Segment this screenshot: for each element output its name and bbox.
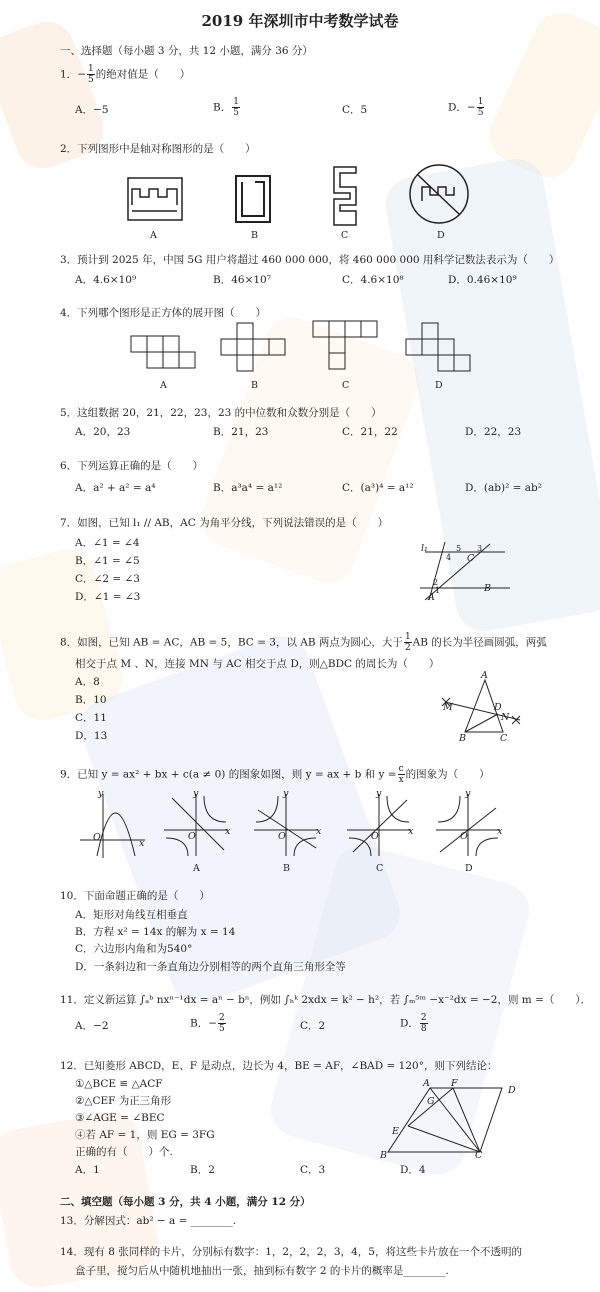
figure-label: A — [193, 863, 200, 874]
option-b: B．46×10⁷ — [213, 274, 271, 286]
axis-label: O — [371, 831, 379, 842]
axis-label: x — [225, 826, 231, 837]
fraction — [218, 1013, 226, 1034]
fraction-denominator: 5 — [477, 108, 484, 118]
fraction-denominator: 2 — [404, 643, 411, 653]
figure-label: B — [459, 733, 466, 744]
option-label: A． — [75, 104, 94, 116]
fraction-numerator: 1 — [477, 97, 484, 107]
question-8 — [60, 632, 547, 653]
option-c: C．21，22 — [342, 426, 398, 438]
q2-figure-c — [330, 165, 360, 227]
option-b: B．21，23 — [213, 426, 269, 438]
figure-label: E — [392, 1126, 399, 1137]
figure-label: D — [465, 863, 473, 874]
figure-label: N — [501, 712, 510, 723]
option-label: B． — [213, 101, 232, 114]
option-c: C．3 — [300, 1164, 326, 1176]
option-a: A．1 — [75, 1164, 100, 1176]
figure-label: 5 — [456, 544, 462, 553]
option-d: D．4 — [400, 1164, 426, 1176]
statement-2: ②△CEF 为正三角形 — [75, 1095, 172, 1107]
option-b: B．10 — [75, 694, 107, 706]
axis-label: x — [497, 826, 503, 837]
axis-label: O — [188, 831, 196, 842]
option-label: B．− — [190, 1017, 218, 1030]
option-d — [400, 1013, 429, 1034]
question-6: 6．下列运算正确的是（ ） — [60, 460, 204, 472]
q9-graph-c — [343, 790, 415, 858]
figure-label: B — [283, 863, 290, 874]
option-b: B．方程 x² = 14x 的解为 x = 14 — [75, 926, 236, 938]
q9-graph-a — [160, 790, 232, 858]
figure-label: C — [500, 733, 508, 744]
axis-label: y — [376, 788, 382, 799]
option-b: B．2 — [190, 1164, 215, 1176]
q2-figure-b — [233, 173, 273, 225]
q9-parabola-graph — [75, 790, 150, 860]
question-2: 2．下列图形中是轴对称图形的是（ ） — [60, 143, 256, 155]
axis-label: O — [278, 831, 286, 842]
figure-label: A — [150, 230, 157, 241]
option-c: C．∠2 = ∠3 — [75, 573, 140, 585]
question-stem: 的图象为（ ） — [405, 768, 490, 781]
fraction-denominator: x — [398, 775, 404, 785]
fraction-numerator: 2 — [219, 1013, 225, 1023]
figure-label: C — [376, 863, 384, 874]
question-stem: 8．如图，已知 AB = AC，AB = 5，BC = 3，以 AB 两点为圆心，大于 — [60, 636, 403, 649]
figure-label: A — [423, 1078, 430, 1089]
q9-graph-d — [432, 790, 504, 858]
question-stem: 9．已知 y = ax² + bx + c(a ≠ 0) 的图象如图，则 y = ax + b 和 y = — [60, 768, 397, 781]
fraction — [477, 97, 485, 118]
fraction-numerator: 1 — [88, 64, 94, 74]
option-c: C．11 — [75, 712, 107, 724]
fraction — [232, 97, 240, 118]
q9-graph-b — [250, 790, 322, 858]
q2-figure-a — [125, 175, 185, 225]
option-d — [448, 97, 485, 118]
question-11: 11．定义新运算 ∫ₐᵇ nxⁿ⁻¹dx = aⁿ − bⁿ，例如 ∫ₕᵏ 2xdx = k² − h²，若 ∫ₘ⁵ᵐ −x⁻²dx = −2，则 m =（ ）． — [60, 994, 592, 1006]
figure-label: B — [251, 230, 258, 241]
question-4: 4．下列哪个图形是正方体的展开图（ ） — [60, 307, 267, 319]
option-a: A．8 — [75, 676, 100, 688]
option-a: A．20，23 — [75, 426, 131, 438]
option-value: 5 — [360, 104, 368, 116]
figure-label: C — [467, 553, 475, 564]
fraction-numerator: 1 — [404, 632, 411, 642]
q4-net-c — [312, 320, 382, 375]
figure-label: A — [160, 380, 167, 391]
option-a: A．矩形对角线互相垂直 — [75, 909, 188, 921]
figure-label: D — [437, 230, 445, 241]
option-c: C．六边形内角和为540° — [75, 943, 193, 955]
fraction — [420, 1013, 428, 1034]
axis-label: O — [93, 832, 101, 843]
question-7: 7．如图，已知 l₁ // AB，AC 为角平分线，下列说法错误的是（ ） — [60, 517, 389, 529]
option-d: D．0.46×10⁹ — [448, 274, 517, 286]
option-c: C．(a³)⁴ = a¹² — [342, 482, 414, 494]
question-stem: 的绝对值是（ ） — [95, 68, 191, 81]
question-9 — [60, 764, 490, 785]
figure-label: C — [341, 230, 349, 241]
figure-label: M — [443, 702, 453, 713]
minus-sign: − — [77, 68, 86, 81]
option-d: D．(ab)² = ab² — [465, 482, 542, 494]
question-14-line2: 盒子里，搅匀后从中随机地抽出一张，抽到标有数字 2 的卡片的概率是________. — [75, 1265, 449, 1277]
option-b: B．∠1 = ∠5 — [75, 555, 140, 567]
q12-figure — [380, 1080, 520, 1160]
question-1 — [60, 64, 190, 85]
option-d: D．13 — [75, 730, 108, 742]
option-a: A．4.6×10⁹ — [75, 274, 137, 286]
statement-3: ③∠AGE = ∠BEC — [75, 1112, 165, 1124]
figure-label: G — [427, 1096, 435, 1107]
option-d: D．∠1 = ∠3 — [75, 591, 141, 603]
fraction-numerator: 1 — [233, 97, 239, 107]
option-a: A．∠1 = ∠4 — [75, 537, 140, 549]
question-number: 1． — [60, 68, 78, 81]
question-10: 10．下面命题正确的是（ ） — [60, 890, 210, 902]
figure-label: A — [428, 592, 435, 603]
option-b: B．a³a⁴ = a¹² — [213, 482, 283, 494]
fraction — [398, 764, 405, 785]
axis-label: y — [193, 788, 199, 799]
fraction-numerator: 2 — [420, 1013, 427, 1023]
q4-net-a — [130, 335, 210, 375]
minus-sign: − — [466, 101, 476, 114]
axis-label: x — [316, 826, 322, 837]
q2-figure-d — [408, 163, 470, 225]
axis-label: x — [139, 838, 145, 849]
fraction-denominator: 5 — [88, 75, 94, 85]
question-stem: AB 的长为半径画圆弧，两弧 — [412, 636, 547, 649]
option-a: A．a² + a² = a⁴ — [75, 482, 156, 494]
axis-label: y — [465, 788, 471, 799]
q4-net-d — [405, 322, 475, 376]
option-d: D．一条斜边和一条直角边分别相等的两个直角三角形全等 — [75, 961, 346, 973]
option-b — [190, 1013, 227, 1034]
question-12: 12．已知菱形 ABCD，E、F 是动点，边长为 4，BE = AF，∠BAD = 120°，则下列结论： — [60, 1060, 498, 1072]
fraction — [404, 632, 412, 653]
question-3: 3．预计到 2025 年，中国 5G 用户将超过 460 000 000，将 460 000 000 用科学记数法表示为（ ） — [60, 254, 560, 266]
option-a — [75, 103, 109, 118]
axis-label: x — [408, 826, 414, 837]
figure-label: 1 — [435, 586, 441, 595]
fraction — [87, 64, 95, 85]
section-heading: 一、选择题（每小题 3 分，共 12 小题，满分 36 分） — [60, 45, 313, 57]
fraction-denominator: 8 — [420, 1024, 427, 1034]
statement-4: ④若 AF = 1，则 EG = 3FG — [75, 1129, 215, 1141]
figure-label: C — [342, 380, 350, 391]
fraction-numerator: c — [398, 764, 404, 774]
option-label: D． — [400, 1017, 419, 1030]
q4-net-b — [220, 322, 290, 376]
statement-1: ①△BCE ≌ △ACF — [75, 1078, 163, 1090]
figure-label: D — [435, 380, 443, 391]
axis-label: O — [460, 831, 468, 842]
axis-label: y — [98, 788, 104, 799]
figure-label: C — [475, 1150, 483, 1161]
option-b — [213, 97, 241, 118]
figure-label: 2 — [433, 578, 439, 587]
fraction-denominator: 5 — [219, 1024, 225, 1034]
option-d: D．22，23 — [465, 426, 522, 438]
figure-label: A — [481, 670, 488, 681]
figure-label: 4 — [446, 553, 452, 562]
section-heading: 二、填空题（每小题 3 分，共 4 小题，满分 12 分） — [60, 1196, 311, 1208]
question-13: 13．分解因式：ab² − a = ________. — [60, 1215, 237, 1227]
figure-label: 3 — [477, 544, 483, 553]
figure-label: B — [251, 380, 258, 391]
option-c — [342, 103, 367, 118]
question-8-line2: 相交于点 M 、N，连接 MN 与 AC 相交于点 D，则△BDC 的周长为（ ） — [75, 658, 440, 670]
question-12-tail: 正确的有（ ）个. — [75, 1146, 173, 1158]
option-label: D． — [448, 101, 467, 114]
figure-label: D — [508, 1085, 516, 1096]
option-c: C．4.6×10⁸ — [342, 274, 404, 286]
fraction-denominator: 5 — [233, 108, 239, 118]
option-c: C．2 — [300, 1020, 326, 1032]
figure-label: B — [380, 1150, 387, 1161]
figure-label: D — [494, 702, 502, 713]
question-14: 14．现有 8 张同样的卡片，分别标有数字：1，2，2，2，3，4，5，将这些卡片放在一个不透明的 — [60, 1246, 522, 1258]
figure-label: F — [451, 1078, 458, 1089]
page-title: 2019 年深圳市中考数学试卷 — [201, 12, 399, 30]
option-a: A．−2 — [75, 1020, 109, 1032]
figure-label: l₁ — [421, 543, 428, 554]
option-value: −5 — [93, 104, 109, 116]
axis-label: y — [283, 788, 289, 799]
option-label: C． — [342, 104, 361, 116]
question-5: 5．这组数据 20，21，22，23，23 的中位数和众数分别是（ ） — [60, 407, 382, 419]
figure-label: B — [484, 583, 491, 594]
